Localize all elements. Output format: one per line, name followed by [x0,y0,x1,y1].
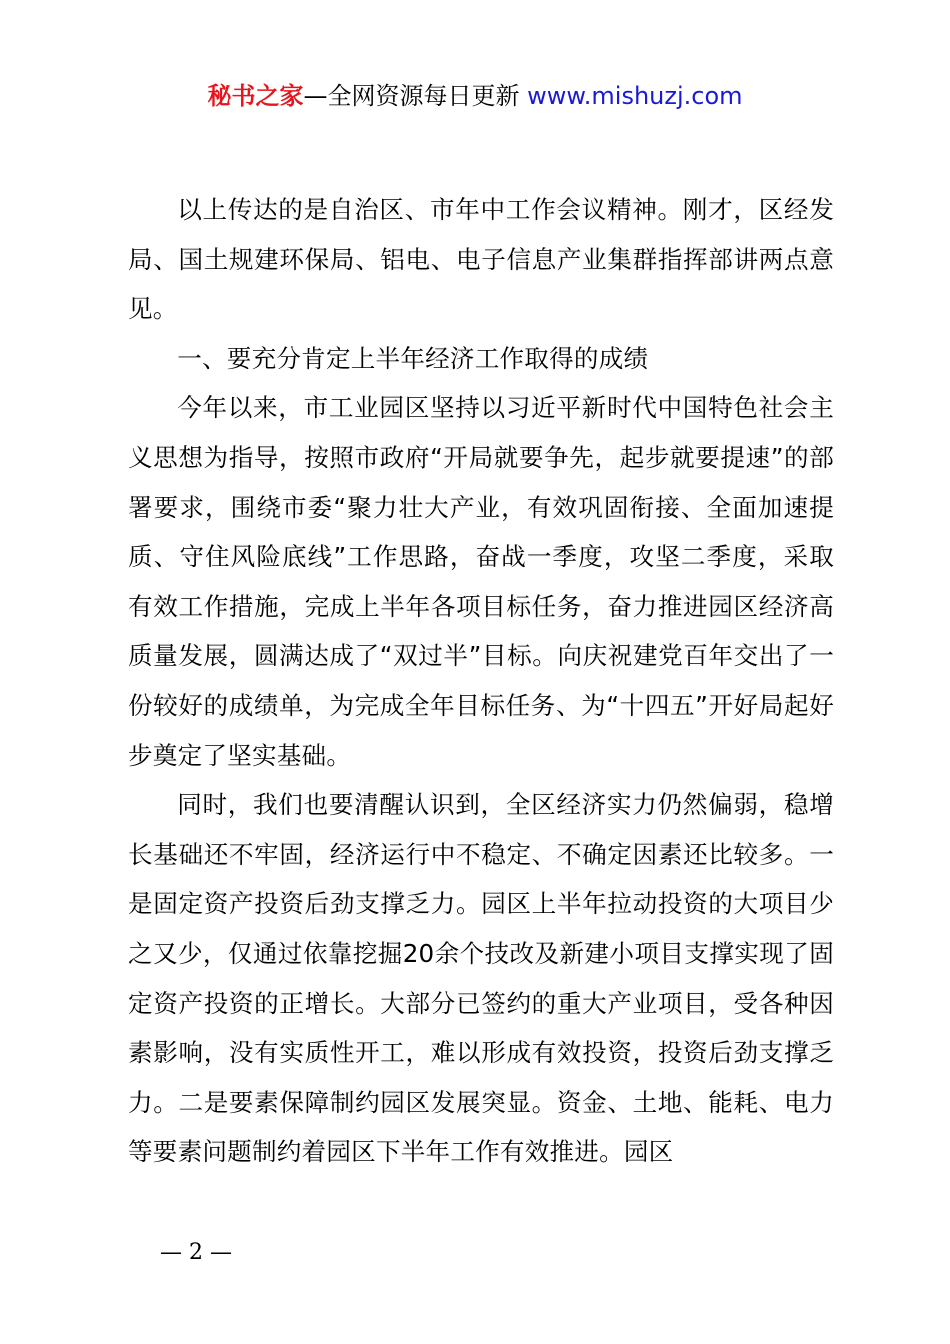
site-slogan: —全网资源每日更新 [303,82,528,110]
brand-name: 秘书之家 [207,82,304,110]
paragraph-achievements: 今年以来，市工业园区坚持以习近平新时代中国特色社会主义思想为指导，按照市政府“开局就要争先，起步就要提速”的部署要求，围绕市委“聚力壮大产业，有效巩固衔接、全面加速提质、守住风险底线”工作思路，奋战一季度，攻坚二季度，采取有效工作措施，完成上半年各项目标任务，奋力推进园区经济高质量发展，圆满达成了“双过半”目标。向庆祝建党百年交出了一份较好的成绩单，为完成全年目标任务、为“十四五”开好局起好步奠定了坚实基础。 [128,393,834,770]
site-url-link[interactable]: www.mishuzj.com [527,82,743,110]
document-body [128,185,834,1177]
page-number: — 2 — [160,1240,232,1265]
site-header [0,80,950,112]
section-heading: 一、要充分肯定上半年经济工作取得的成绩 [177,343,649,373]
paragraph-intro: 以上传达的是自治区、市年中工作会议精神。刚才，区经发局、国土规建环保局、铝电、电子信息产业集群指挥部讲两点意见。 [128,195,834,324]
paragraph-challenges: 同时，我们也要清醒认识到，全区经济实力仍然偏弱，稳增长基础还不牢固，经济运行中不稳定、不确定因素还比较多。一是固定资产投资后劲支撑乏力。园区上半年拉动投资的大项目少之又少，仅通过依靠挖掘20余个技改及新建小项目支撑实现了固定资产投资的正增长。大部分已签约的重大产业项目，受各种因素影响，没有实质性开工，难以形成有效投资，投资后劲支撑乏力。二是要素保障制约园区发展突显。资金、土地、能耗、电力等要素问题制约着园区下半年工作有效推进。园区 [128,790,834,1167]
